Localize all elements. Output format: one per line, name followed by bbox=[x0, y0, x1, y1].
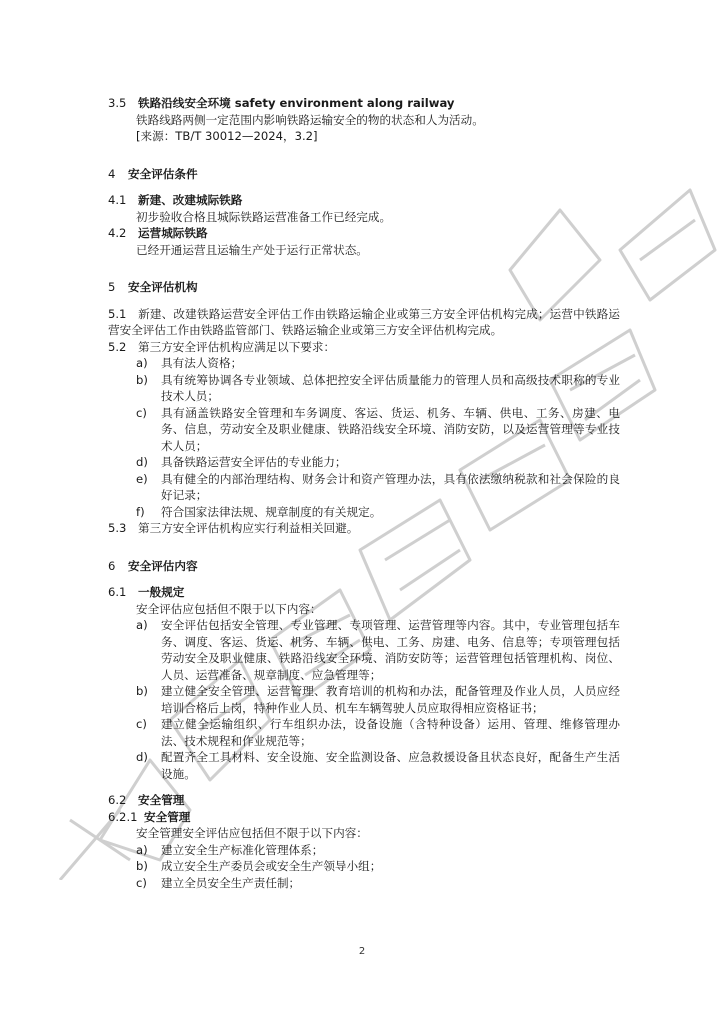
list-item: e) 具有健全的内部治理结构、财务会计和资产管理办法，具有依法缴纳税款和社会保险的良好记录； bbox=[136, 471, 620, 502]
list-item: f) 符合国家法律法规、规章制度的有关规定。 bbox=[136, 504, 382, 519]
section-4-2-text: 已经开通运营且运输生产处于运行正常状态。 bbox=[136, 242, 368, 257]
list-item: a) 具有法人资格； bbox=[136, 356, 243, 370]
section-5-1-text: 5.1 新建、改建铁路运营安全评估工作由铁路运输企业或第三方安全评估机构完成；运营中铁路运营安全评估工作由铁路监管部门、铁路运输企业或第三方安全评估机构完成。 bbox=[108, 306, 620, 337]
list-item: d) 配置齐全工具材料、安全设施、安全监测设备、应急救援设备且状态良好，配备生产生活设施。 bbox=[136, 750, 620, 781]
section-5-3-text: 5.3 第三方安全评估机构应实行利益相关回避。 bbox=[108, 521, 359, 535]
section-6-2-1-heading: 6.2.1 安全管理 bbox=[108, 809, 191, 824]
section-3-5-definition: 铁路线路两侧一定范围内影响铁路运输安全的物的状态和人为活动。 bbox=[136, 112, 484, 127]
section-4-2-heading: 4.2 运营城际铁路 bbox=[108, 226, 208, 240]
list-item: c) 具有涵盖铁路安全管理和车务调度、客运、货运、机务、车辆、供电、工务、房建、电务、信息，劳动安全及职业健康、铁路沿线安全环境、消防安防，以及运营管理等专业技术人员； bbox=[136, 405, 620, 453]
page-number: 2 bbox=[358, 946, 366, 957]
list-item: d) 具备铁路运营安全评估的专业能力； bbox=[136, 455, 347, 469]
section-5-heading: 5 安全评估机构 bbox=[108, 280, 198, 294]
list-item: b) 建立健全安全管理、运营管理、教育培训的机构和办法，配备管理及作业人员，人员应经培训合格后上岗，特种作业人员、机车车辆驾驶人员应取得相应资格证书； bbox=[136, 684, 620, 715]
section-3-5-source: [来源：TB/T 30012—2024，3.2] bbox=[136, 129, 318, 143]
section-4-1-text: 初步验收合格且城际铁路运营准备工作已经完成。 bbox=[136, 209, 392, 224]
list-item: a) 安全评估包括安全管理、专业管理、专项管理、运营管理等内容。其中，专业管理包括车务、调度、客运、货运、机务、车辆、供电、工务、房建、电务、信息等；专项管理包括劳动安全及职业健康、铁路沿线安全环境、消防安防等；运营管理包括管理机构、岗位、人员、运营准备、规章制度、应急管理等； bbox=[136, 618, 620, 682]
section-5-2-text: 5.2 第三方安全评估机构应满足以下要求： bbox=[108, 339, 336, 354]
list-item: c) 建立全员安全生产责任制； bbox=[136, 875, 301, 890]
section-3-5-heading: 3.5 铁路沿线安全环境 safety environment along railway bbox=[108, 96, 455, 110]
section-6-2-heading: 6.2 安全管理 bbox=[108, 793, 185, 807]
list-item: b) 成立安全生产委员会或安全生产领导小组； bbox=[136, 859, 382, 873]
section-6-1-intro: 安全评估应包括但不限于以下内容： bbox=[136, 601, 322, 616]
section-6-2-1-intro: 安全管理安全评估应包括但不限于以下内容： bbox=[136, 826, 368, 840]
section-4-heading: 4 安全评估条件 bbox=[108, 166, 198, 181]
list-item: a) 建立安全生产标准化管理体系； bbox=[136, 842, 324, 857]
section-6-1-heading: 6.1 一般规定 bbox=[108, 585, 185, 599]
document-body bbox=[108, 95, 620, 891]
section-4-1-heading: 4.1 新建、改建城际铁路 bbox=[108, 193, 243, 207]
list-item: b) 具有统筹协调各专业领域、总体把控安全评估质量能力的管理人员和高级技术职称的专业技术人员； bbox=[136, 372, 620, 403]
list-item: c) 建立健全运输组织、行车组织办法，设备设施（含特种设备）运用、管理、维修管理办法、技术规程和作业规范等； bbox=[136, 717, 620, 748]
section-6-heading: 6 安全评估内容 bbox=[108, 558, 198, 573]
